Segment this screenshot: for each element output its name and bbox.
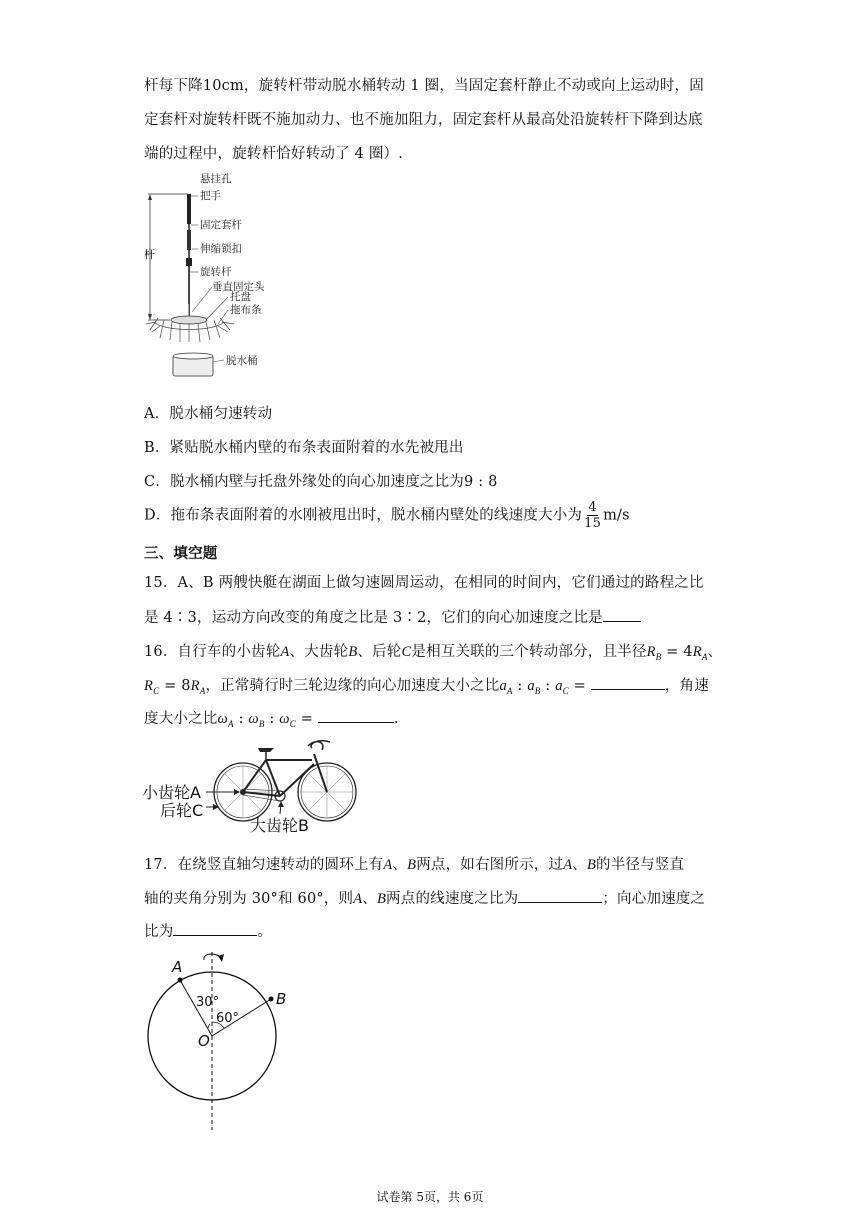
q16-sub: B [534,685,541,696]
q15-answer-blank[interactable] [603,607,641,622]
mop-label-bucket: 脱水桶 [226,355,258,367]
q16-text: = 8 [159,678,191,694]
q16-sub: C [289,718,296,729]
q17-text: 、 [572,857,587,873]
q17-text: 轴的夹角分别为 30°和 60°，则 [144,891,354,907]
q17-text: 两点，如右图所示，过 [416,857,564,873]
ring-point-b: B [276,990,287,1008]
q16-text: 度大小之比 [144,711,218,727]
fraction [584,500,601,531]
mop-label-handle: 把手 [200,190,221,202]
bicycle-figure [140,734,380,836]
q16-sub: A [701,651,708,662]
q17-answer-blank-2[interactable] [173,921,257,936]
mop-label-hanging-hole: 悬挂孔 [200,173,232,185]
q16-var: B [348,644,358,660]
option-a: A．脱水桶匀速转动 [144,406,273,422]
mop-side-label: 杆 [144,248,155,261]
q16-var: ω [279,711,290,727]
section-title: 三、填空题 [144,545,218,562]
q15-line-1: 15．A、B 两艘快艇在湖面上做匀速圆周运动，在相同的时间内，它们通过的路程之比 [144,575,704,591]
q16-var: C [401,644,412,660]
q16-text: 是相互关联的三个转动部分，且半径 [411,644,647,660]
mop-label-tray: 托盘 [230,291,251,303]
page-footer: 试卷第 5页，共 6页 [376,1190,484,1204]
ring-point-a: A [172,958,183,976]
q17-text: 、 [362,891,377,907]
q17-var: B [586,857,597,873]
mop-label-fixed-head: 垂直固定头 [212,281,265,293]
q16-var: a [499,678,507,694]
q17-text: 17．在绕竖直轴匀速转动的圆环上有 [144,857,384,873]
q16-line-3 [144,707,399,729]
q16-sub: C [153,685,160,696]
q17-text: 的半径与竖直 [596,857,685,873]
q16-text: ，角速 [664,678,709,694]
q16-sub: B [258,718,265,729]
q16-line-1 [144,640,722,662]
mop-figure [140,172,300,387]
q15-line-2 [144,606,641,627]
q16-sub: A [227,718,234,729]
q16-var: A [280,644,290,660]
q16-var: a [555,678,563,694]
q17-text: 比为 [144,924,174,940]
q16-text: : [233,711,249,727]
bike-label-small-gear: 小齿轮A [142,783,201,802]
q17-var: B [407,857,417,873]
option-b: B．紧贴脱水桶内壁的布条表面附着的水先被甩出 [144,440,464,456]
q16-line-2 [144,674,709,696]
q16-var: R [692,644,702,660]
q17-text: ；向心加速度之 [602,891,706,907]
q16-var: R [190,678,200,694]
q17-var: A [353,891,363,907]
q16-text: 、 [707,644,723,660]
ring-figure [140,946,300,1136]
q17-text: 。 [257,924,273,940]
q16-var: R [646,644,656,660]
q16-text: : [264,711,280,727]
q16-answer-blank-1[interactable] [591,675,665,690]
q16-text: = [568,678,591,694]
fraction-numerator: 4 [588,500,597,515]
q16-sub: A [506,685,513,696]
q16-var: a [527,678,535,694]
q16-text: 、后轮 [357,644,402,660]
q16-sub: B [655,651,662,662]
q16-var: ω [217,711,228,727]
intro-line-1: 杆每下降10cm，旋转杆带动脱水桶转动 1 圈，当固定套杆静止不动或向上运动时，固 [144,78,704,94]
q16-text: = 4 [661,644,693,660]
q17-text: 、 [392,857,408,873]
intro-line-2: 定套杆对旋转杆既不施加动力、也不施加阻力，固定套杆从最高处沿旋转杆下降到达底 [144,112,703,128]
q16-text: . [393,711,399,727]
q16-text: : [512,678,528,694]
mop-label-lock: 伸缩锁扣 [200,243,242,255]
intro-line-3: 端的过程中，旋转杆恰好转动了 4 圈）. [144,146,404,162]
q17-line-3 [144,920,272,941]
q17-text: 两点的线速度之比为 [386,891,519,907]
q17-var: B [376,891,387,907]
mop-label-strips: 拖布条 [230,304,262,316]
q16-text: : [540,678,556,694]
ring-center-o: O [198,1032,210,1050]
q15-text: 是 4∶3，运动方向改变的角度之比是 3∶2，它们的向心加速度之比是 [144,610,603,626]
bike-label-big-gear: 大齿轮B [250,816,309,835]
q16-text: 、大齿轮 [289,644,349,660]
q17-line-2 [144,887,705,908]
ring-angle-60: 60° [216,1011,240,1026]
q17-var: A [383,857,393,873]
q16-sub: A [199,685,206,696]
q16-var: ω [248,711,259,727]
q16-text: = [295,711,318,727]
q16-var: R [144,678,154,694]
bike-label-rear-wheel: 后轮C [160,801,204,820]
q17-var: A [563,857,573,873]
q16-text: ，正常骑行时三轮边缘的向心加速度大小之比 [205,678,500,694]
q16-answer-blank-2[interactable] [318,708,394,723]
mop-label-rotating-rod: 旋转杆 [200,266,232,278]
q17-line-1 [144,853,684,874]
fraction-denominator: 15 [584,516,602,531]
mop-label-fixed-sleeve: 固定套杆 [200,219,242,231]
option-d-text: D．拖布条表面附着的水刚被甩出时，脱水桶内壁处的线速度大小为 [144,507,583,524]
option-c: C．脱水桶内壁与托盘外缘处的向心加速度之比为9 : 8 [144,474,498,490]
q17-answer-blank-1[interactable] [518,888,602,903]
ring-angle-30: 30° [196,995,220,1010]
option-d-unit: m/s [603,507,630,524]
option-d [144,500,630,531]
q16-sub: C [562,685,569,696]
q16-text: 16．自行车的小齿轮 [144,644,281,660]
